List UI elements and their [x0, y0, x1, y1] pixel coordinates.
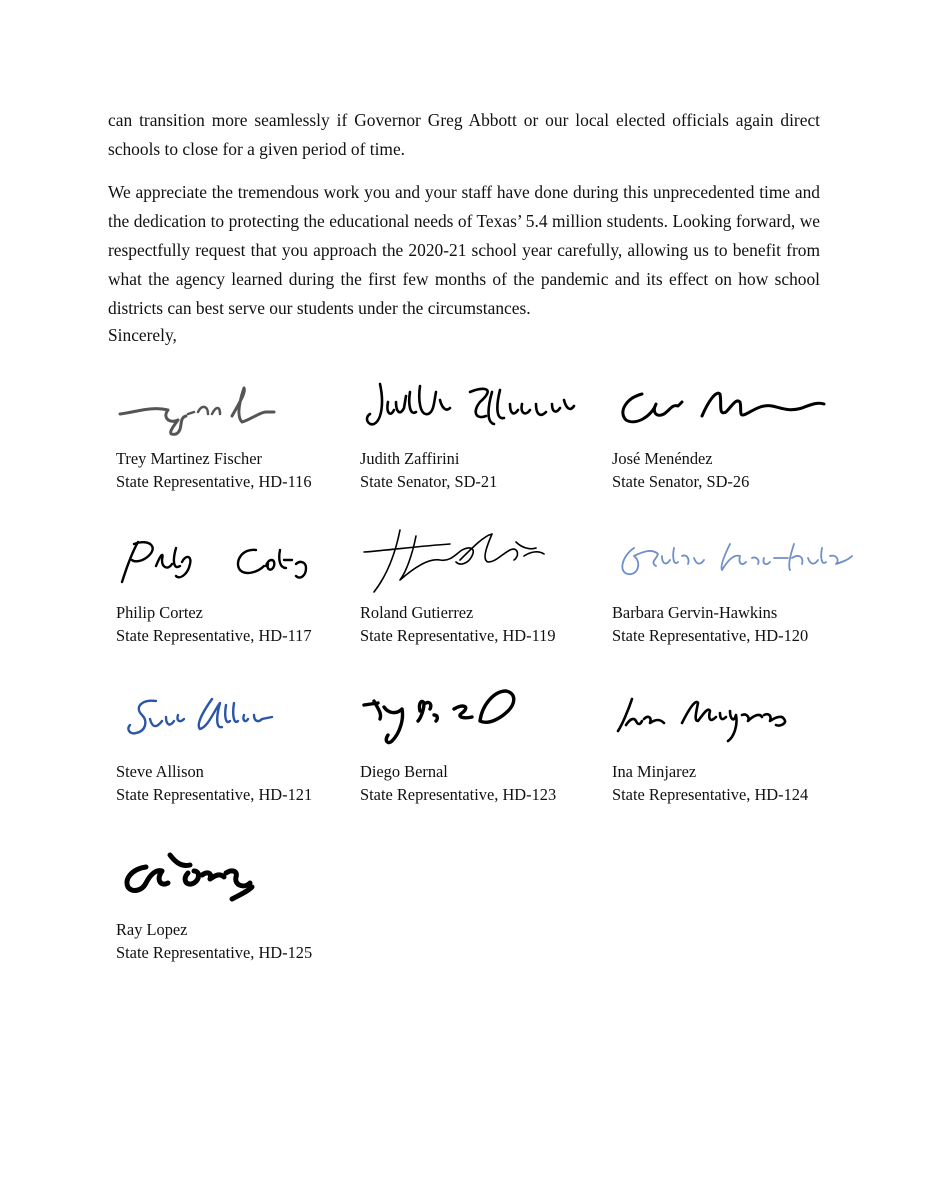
- letter-paragraph-1: can transition more seamlessly if Governor Greg Abbott or our local elected officials again direct schools to close for a given period of time.: [108, 110, 820, 159]
- signer-name: Philip Cortez: [116, 603, 203, 622]
- signer-block-menendez: [612, 372, 872, 493]
- signature-lopez: [116, 843, 366, 918]
- signer-block-cortez: [116, 526, 376, 647]
- letter-paragraph-2: We appreciate the tremendous work you and your staff have done during this unprecedented time and the dedication to protecting the educational needs of Texas’ 5.4 million students. Looking forward, we respectfully request that you approach the 2020-21 school year carefully, allowing us to benefit from what the agency learned during the first few months of the pandemic and its effect on how school districts can best serve our students under the circumstances.: [108, 182, 820, 318]
- signer-name: Ray Lopez: [116, 920, 188, 939]
- signer-title: State Senator, SD-21: [360, 472, 498, 491]
- signer-block-lopez: [116, 843, 376, 964]
- signer-title: State Representative, HD-124: [612, 785, 809, 804]
- signature-fischer: [116, 372, 366, 447]
- signer-title: State Representative, HD-120: [612, 626, 809, 645]
- signer-title: State Representative, HD-121: [116, 785, 313, 804]
- signer-title: State Representative, HD-125: [116, 943, 313, 962]
- signer-title: State Representative, HD-123: [360, 785, 557, 804]
- signature-menendez: [612, 372, 862, 447]
- signer-block-gervin-hawkins: [612, 526, 872, 647]
- signer-name: Trey Martinez Fischer: [116, 449, 262, 468]
- signer-title: State Representative, HD-119: [360, 626, 556, 645]
- signer-title: State Representative, HD-116: [116, 472, 312, 491]
- letter-closing: Sincerely,: [108, 325, 177, 345]
- signer-block-zaffirini: [360, 372, 620, 493]
- signer-name: Ina Minjarez: [612, 762, 697, 781]
- signer-name: Steve Allison: [116, 762, 204, 781]
- signer-block-gutierrez: [360, 526, 620, 647]
- signer-name: Barbara Gervin-Hawkins: [612, 603, 778, 622]
- signer-title: State Representative, HD-117: [116, 626, 312, 645]
- signer-block-fischer: [116, 372, 376, 493]
- signer-title: State Senator, SD-26: [612, 472, 750, 491]
- signature-zaffirini: [360, 372, 610, 447]
- signer-block-minjarez: [612, 685, 872, 806]
- signer-name: Judith Zaffirini: [360, 449, 460, 468]
- signer-block-allison: [116, 685, 376, 806]
- signer-block-bernal: [360, 685, 620, 806]
- signature-gervin-hawkins: [612, 526, 862, 601]
- signature-minjarez: [612, 685, 862, 760]
- signature-allison: [116, 685, 366, 760]
- signature-bernal: [360, 685, 610, 760]
- signature-gutierrez: [360, 526, 610, 601]
- signature-cortez: [116, 526, 366, 601]
- signer-name: José Menéndez: [612, 449, 713, 468]
- signer-name: Diego Bernal: [360, 762, 448, 781]
- signer-name: Roland Gutierrez: [360, 603, 474, 622]
